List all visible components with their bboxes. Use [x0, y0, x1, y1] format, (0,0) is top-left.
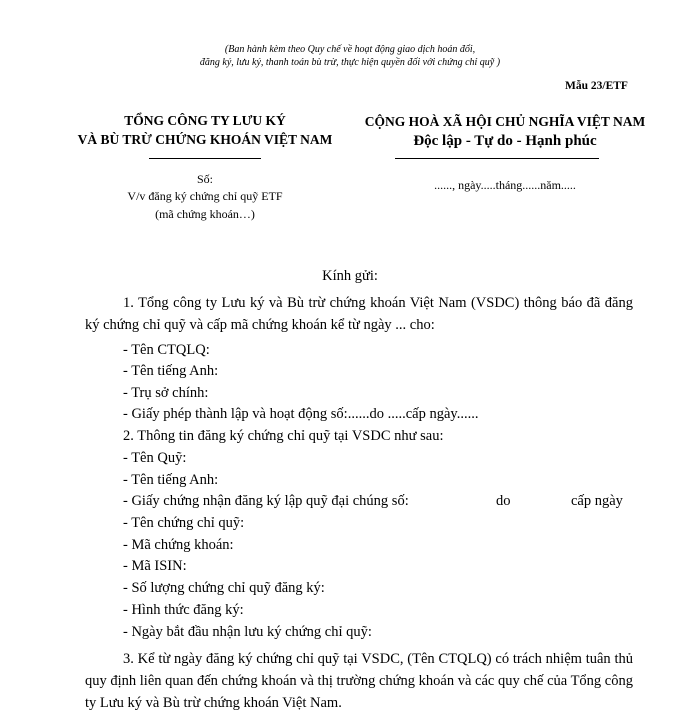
section1-item: - Tên tiếng Anh:	[123, 363, 219, 379]
country-title: CỘNG HOÀ XÃ HỘI CHỦ NGHĨA VIỆT NAM	[364, 114, 646, 129]
motto: Độc lập - Tự do - Hạnh phúc	[413, 133, 597, 149]
motto-underline	[395, 158, 599, 159]
date-line: ......, ngày.....tháng......năm.....	[434, 178, 576, 192]
section2-item: - Mã chứng khoán:	[123, 537, 234, 553]
subject-line2: (mã chứng khoán…)	[155, 207, 255, 221]
form-code: Mẫu 23/ETF	[565, 80, 628, 92]
section2-item: - Tên tiếng Anh:	[123, 472, 219, 488]
org-name-line2: VÀ BÙ TRỪ CHỨNG KHOÁN VIỆT NAM	[77, 132, 333, 147]
header-note-line1: (Ban hành kèm theo Quy chế về hoạt động giao dịch hoán đổi,	[224, 44, 476, 55]
subject-line1: V/v đăng ký chứng chỉ quỹ ETF	[127, 189, 283, 203]
certificate-issued-by: do	[496, 493, 511, 509]
document-number-label: Số:	[196, 172, 213, 186]
section2-item: - Số lượng chứng chỉ quỹ đăng ký:	[123, 580, 325, 596]
certificate-issue-date: cấp ngày	[571, 493, 623, 509]
section2-item: - Ngày bắt đầu nhận lưu ký chứng chỉ quỹ:	[123, 624, 372, 640]
section1-intro: 1. Tổng công ty Lưu ký và Bù trừ chứng khoán Việt Nam (VSDC) thông báo đã đăng ký chứng chỉ quỹ và cấp mã chứng khoán kể từ ngày ... cho:	[85, 295, 633, 333]
section1-item: - Tên CTQLQ:	[123, 342, 210, 358]
section2-item: - Tên chứng chỉ quỹ:	[123, 515, 245, 531]
certificate-label: - Giấy chứng nhận đăng ký lập quỹ đại chúng số:	[123, 493, 409, 509]
section1-item: - Trụ sở chính:	[123, 385, 209, 401]
section2-item: - Hình thức đăng ký:	[123, 602, 244, 618]
section2-item: - Tên Quỹ:	[123, 450, 187, 466]
section2-item: - Mã ISIN:	[123, 558, 187, 574]
section1-item: - Giấy phép thành lập và hoạt động số:......do .....cấp ngày......	[123, 406, 479, 422]
header-note-line2: đăng ký, lưu ký, thanh toán bù trừ, thực hiện quyền đối với chứng chỉ quỹ )	[199, 57, 501, 68]
section2-heading: 2. Thông tin đăng ký chứng chỉ quỹ tại VSDC như sau:	[123, 428, 444, 444]
org-name-line1: TỔNG CÔNG TY LƯU KÝ	[124, 113, 286, 128]
salutation: Kính gửi:	[322, 268, 378, 284]
org-underline	[149, 158, 261, 159]
section3-paragraph: 3. Kể từ ngày đăng ký chứng chỉ quỹ tại VSDC, (Tên CTQLQ) có trách nhiệm tuân thủ quy định liên quan đến chứng khoán và thị trường chứng khoán và các quy chế của Tổng công ty Lưu ký và Bù trừ chứng khoán Việt Nam.	[85, 651, 633, 711]
